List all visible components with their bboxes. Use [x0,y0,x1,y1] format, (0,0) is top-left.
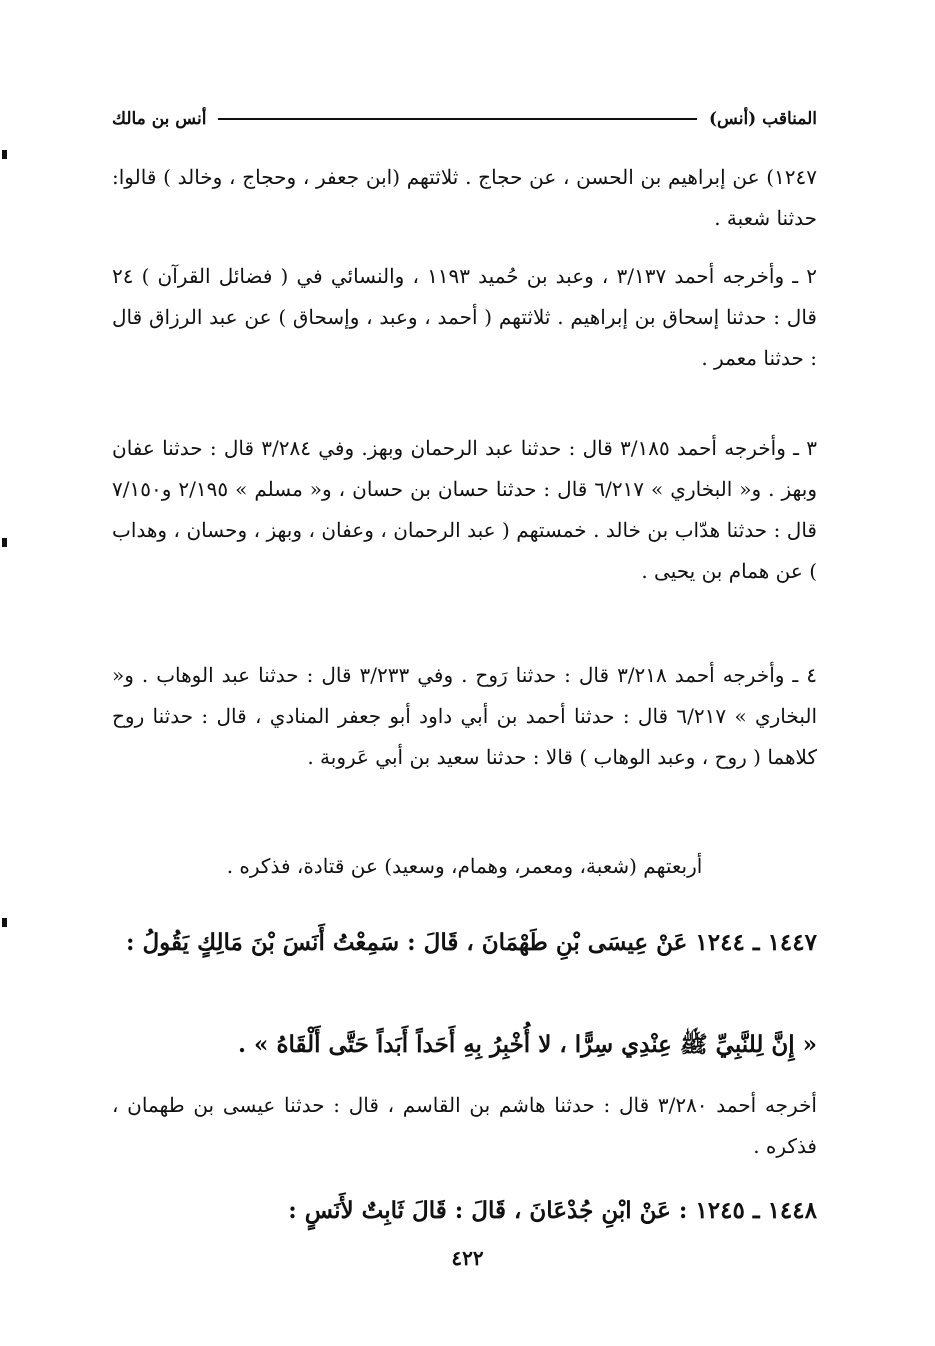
hadith-1447-text: « إِنَّ لِلنَّبِيِّ ﷺ عِنْدِي سِرًّا ، لا أُخْبِرُ بِهِ أَحَداً أَبَداً حَتَّى أَلْقَاهُ » . [238,1031,817,1058]
hadith-1447-takhrij: أخرجه أحمد ٣/٢٨٠ قال : حدثنا هاشم بن القاسم ، قال : حدثنا عيسى بن طهمان ، فذكره . [112,1093,817,1158]
running-header [112,104,817,134]
scan-mark [2,150,7,159]
hadith-1448-heading: ١٤٤٨ ـ ١٢٤٥ : عَنْ ابْنِ جُدْعَانَ ، قَالَ : قَالَ ثَابِتٌ لأَنَسٍ : [288,1197,817,1224]
takhrij-paragraph-4: ٤ ـ وأخرجه أحمد ٣/٢١٨ قال : حدثنا رَوح . وفي ٣/٢٣٣ قال : حدثنا عبد الوهاب . و« البخاري » ٦/٢١٧ قال : حدثنا أحمد بن أبي داود أبو جعفر المنادي ، قال : حدثنا روح كلاهما ( روح ، وعبد الوهاب ) قالا : حدثنا سعيد بن أبي عَروبة . [112,663,817,769]
scan-mark [2,538,7,547]
takhrij-paragraph-3: ٣ ـ وأخرجه أحمد ٣/١٨٥ قال : حدثنا عبد الرحمان وبهز. وفي ٣/٢٨٤ قال : حدثنا عفان وبهز . و« البخاري » ٦/٢١٧ قال : حدثنا حسان بن حسان ، و« مسلم » ٢/١٩٥ و٧/١٥٠ قال : حدثنا هدّاب بن خالد . خمستهم ( عبد الرحمان ، وعفان ، وبهز ، وحسان ، وهداب ) عن همام بن يحيى . [112,436,817,583]
scan-mark [2,918,7,927]
takhrij-paragraph-2: ٢ ـ وأخرجه أحمد ٣/١٣٧ ، وعبد بن حُميد ١١٩٣ ، والنسائي في ( فضائل القرآن ) ٢٤ قال : حدثنا إسحاق بن إبراهيم . ثلاثتهم ( أحمد ، وعبد ، وإسحاق ) عن عبد الرزاق قال : حدثنا معمر . [112,264,818,370]
header-rule [218,118,697,120]
header-chapter-title: المناقب (أنس) [709,109,817,129]
takhrij-paragraph-1: ١٢٤٧) عن إبراهيم بن الحسن ، عن حجاج . ثلاثتهم (ابن جعفر ، وحجاج ، وخالد ) قالوا: حدثنا شعبة . [112,165,817,230]
header-companion-name: أنس بن مالك [112,109,207,129]
page-number: ٤٢٢ [451,1246,484,1270]
takhrij-summary: أربعتهم (شعبة، ومعمر، وهمام، وسعيد) عن قتادة، فذكره . [226,854,703,878]
hadith-1447-heading: ١٤٤٧ ـ ١٢٤٤ عَنْ عِيسَى بْنِ طَهْمَانَ ، قَالَ : سَمِعْتُ أَنَسَ بْنَ مَالِكٍ يَقُولُ : [125,929,817,956]
